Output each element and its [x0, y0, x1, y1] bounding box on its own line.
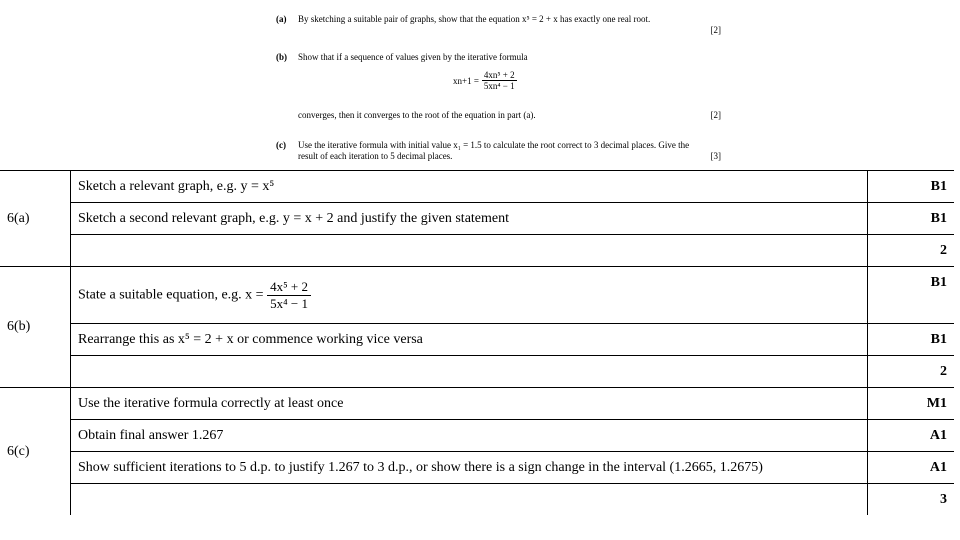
- iterative-formula: [453, 70, 517, 91]
- mark-cell: B1: [868, 324, 955, 356]
- table-row: [0, 484, 954, 516]
- part-a-label: (a): [276, 14, 287, 24]
- table-row: [0, 324, 954, 356]
- table-row: [0, 420, 954, 452]
- part-b-text: Show that if a sequence of values given by the iterative formula: [298, 52, 528, 62]
- part-b-text2: converges, then it converges to the root of the equation in part (a).: [298, 110, 536, 120]
- answer-cell: Sketch a second relevant graph, e.g. y = x + 2 and justify the given statement: [71, 203, 868, 235]
- mark-cell: B1: [868, 267, 955, 324]
- part-b-marks: [2]: [710, 110, 721, 120]
- part-c-marks: [3]: [710, 151, 721, 161]
- question-number-6b: 6(b): [0, 267, 71, 388]
- formula-numerator: 4xn⁵ + 2: [483, 70, 515, 80]
- fraction-denominator: 5x⁴ − 1: [270, 295, 308, 311]
- mark-cell: M1: [868, 388, 955, 420]
- table-row: [0, 267, 954, 324]
- total-cell: 3: [868, 484, 955, 516]
- fraction-numerator: 4x⁵ + 2: [267, 279, 311, 296]
- answer-cell: Obtain final answer 1.267: [71, 420, 868, 452]
- answer-cell: [71, 267, 868, 324]
- table-row: [0, 356, 954, 388]
- table-row: [0, 388, 954, 420]
- mark-cell: B1: [868, 203, 955, 235]
- answer-cell: [71, 356, 868, 388]
- question-number-6a: 6(a): [0, 171, 71, 267]
- answer-cell: [71, 235, 868, 267]
- table-row: [0, 203, 954, 235]
- table-row: [0, 452, 954, 484]
- mark-scheme-table: [0, 170, 954, 515]
- mark-cell: A1: [868, 452, 955, 484]
- part-b-label: (b): [276, 52, 287, 62]
- table-row: [0, 235, 954, 267]
- part-a-marks: [2]: [710, 25, 721, 35]
- answer-cell: Use the iterative formula correctly at least once: [71, 388, 868, 420]
- part-c-label: (c): [276, 140, 286, 150]
- formula-lhs: xn+1 =: [453, 75, 479, 86]
- total-cell: 2: [868, 356, 955, 388]
- total-cell: 2: [868, 235, 955, 267]
- answer-cell: [71, 484, 868, 516]
- table-row: [0, 171, 954, 203]
- part-c-text: Use the iterative formula with initial value x₁ = 1.5 to calculate the root correct to 3 decimal places. Give the result of each iteration to 5 decimal places.: [298, 140, 690, 161]
- mark-cell: B1: [868, 171, 955, 203]
- answer-cell: Sketch a relevant graph, e.g. y = x⁵: [71, 171, 868, 203]
- answer-text: State a suitable equation, e.g. x =: [78, 287, 264, 303]
- formula-denominator: 5xn⁴ − 1: [483, 81, 515, 91]
- answer-cell: Show sufficient iterations to 5 d.p. to justify 1.267 to 3 d.p., or show there is a sign change in the interval (1.2665, 1.2675): [71, 452, 868, 484]
- question-number-6c: 6(c): [0, 388, 71, 516]
- answer-cell: Rearrange this as x⁵ = 2 + x or commence working vice versa: [71, 324, 868, 356]
- mark-cell: A1: [868, 420, 955, 452]
- part-a-text: By sketching a suitable pair of graphs, show that the equation x⁵ = 2 + x has exactly one real root.: [298, 14, 651, 24]
